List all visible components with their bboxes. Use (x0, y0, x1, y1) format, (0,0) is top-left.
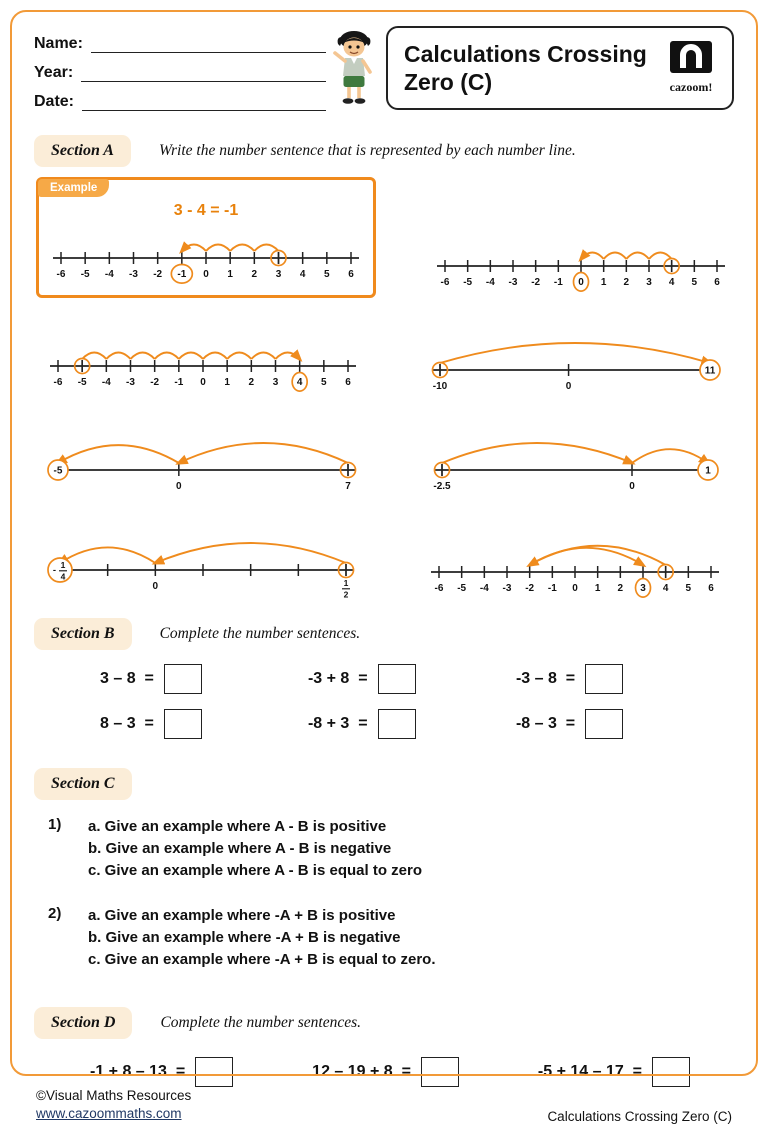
number-line-2 (430, 230, 732, 298)
svg-text:1: 1 (705, 465, 711, 477)
equation-item (516, 709, 724, 739)
question-1 (48, 816, 734, 883)
svg-text:1: 1 (594, 583, 601, 594)
section-a-instruction: Write the number sentence that is represented by each number line. (158, 142, 576, 159)
equation-text: -3 + 8 = (307, 670, 368, 687)
question-1-lines (88, 816, 422, 883)
svg-text:4: 4 (668, 277, 675, 288)
svg-text:-5: -5 (463, 277, 473, 288)
answer-box[interactable] (378, 709, 416, 739)
equation-item (538, 1057, 690, 1087)
svg-text:-4: -4 (104, 269, 114, 280)
question-2 (48, 905, 734, 972)
svg-text:-3: -3 (129, 269, 138, 280)
number-line-5 (42, 420, 364, 498)
svg-text:11: 11 (704, 365, 716, 377)
svg-text:-6: -6 (56, 269, 66, 280)
equation-text: 3 – 8 = (100, 670, 154, 687)
svg-text:0: 0 (565, 381, 572, 392)
svg-text:0: 0 (629, 481, 635, 492)
svg-text:-6: -6 (440, 277, 450, 288)
equation-item (90, 1057, 233, 1087)
section-c-header (34, 768, 734, 800)
section-b-pill: Section B (34, 618, 132, 650)
svg-text:-5: -5 (80, 269, 90, 280)
equation-text: -8 + 3 = (307, 715, 368, 732)
question-2a: a. Give an example where -A + B is positive (88, 906, 396, 924)
section-c-pill: Section C (34, 768, 132, 800)
section-d-header (34, 1007, 734, 1039)
year-write-line[interactable] (81, 63, 326, 82)
header (34, 26, 734, 121)
section-b-instruction: Complete the number sentences. (159, 625, 361, 642)
question-1a: a. Give an example where A - B is positive (88, 818, 387, 835)
svg-text:-2: -2 (153, 269, 163, 280)
section-b-equations (100, 664, 724, 754)
svg-text:-1: -1 (177, 269, 187, 280)
svg-text:5: 5 (691, 277, 698, 288)
section-a-header (34, 135, 734, 167)
svg-text:6: 6 (708, 583, 714, 594)
svg-text:5: 5 (324, 269, 330, 280)
title-box (386, 26, 734, 110)
svg-text:3: 3 (272, 377, 279, 388)
title-line-2: Zero (C) (404, 69, 493, 96)
svg-text:1: 1 (60, 560, 66, 570)
number-line-8 (424, 524, 726, 604)
svg-text:1: 1 (343, 578, 349, 588)
answer-box[interactable] (164, 709, 202, 739)
svg-text:6: 6 (345, 377, 351, 388)
date-field (34, 92, 326, 111)
section-d-equations (90, 1057, 690, 1087)
svg-text:3: 3 (646, 277, 652, 288)
mascot-wrap (326, 26, 382, 108)
name-label: Name: (34, 35, 83, 52)
svg-text:-3: -3 (126, 377, 135, 388)
svg-text:4: 4 (296, 377, 303, 388)
name-write-line[interactable] (91, 34, 326, 53)
footer-left (36, 1087, 191, 1123)
equation-text: -5 + 14 – 17 = (537, 1063, 642, 1081)
svg-text:-5: -5 (53, 465, 63, 477)
number-line-6 (424, 420, 726, 498)
number-line-row-2 (34, 320, 734, 398)
svg-text:5: 5 (321, 377, 327, 388)
logo-text: cazoom! (669, 80, 713, 95)
svg-text:1: 1 (224, 377, 230, 388)
svg-text:-1: -1 (174, 377, 184, 388)
question-2-lines (88, 905, 435, 972)
svg-text:-1: -1 (547, 583, 557, 594)
website-link[interactable]: www.cazoommaths.com (36, 1106, 182, 1122)
equation-text: 8 – 3 = (100, 715, 154, 732)
equation-item (308, 664, 516, 694)
section-c-questions (48, 816, 734, 993)
date-write-line[interactable] (82, 92, 326, 111)
svg-text:1: 1 (227, 269, 233, 280)
svg-text:2: 2 (623, 277, 630, 288)
svg-text:3: 3 (275, 269, 282, 280)
svg-text:0: 0 (152, 581, 159, 592)
equation-item (516, 664, 724, 694)
page-title (404, 40, 662, 96)
title-line-1: Calculations Crossing (404, 41, 647, 67)
svg-text:2: 2 (343, 589, 349, 600)
number-line-7 (42, 520, 364, 604)
svg-text:0: 0 (200, 377, 206, 388)
svg-text:2: 2 (251, 269, 258, 280)
number-line-row-4 (34, 520, 734, 604)
svg-text:-6: -6 (53, 377, 63, 388)
name-field (34, 34, 326, 53)
svg-text:-4: -4 (101, 377, 111, 388)
svg-text:4: 4 (60, 571, 66, 582)
student-fields (34, 26, 326, 121)
question-1c: c. Give an example where A - B is equal to zero (88, 862, 422, 880)
answer-box[interactable] (378, 664, 416, 694)
answer-box[interactable] (585, 709, 623, 739)
svg-text:4: 4 (662, 583, 669, 594)
copyright-text: ©Visual Maths Resources (36, 1088, 192, 1104)
section-d-instruction: Complete the number sentences. (160, 1014, 362, 1032)
svg-text:-5: -5 (457, 583, 467, 594)
equation-item (312, 1057, 459, 1087)
equation-text: 12 – 19 + 8 = (312, 1063, 411, 1081)
svg-text:-2: -2 (525, 583, 535, 594)
question-1-number: 1) (48, 816, 62, 833)
mascot-illustration (330, 28, 378, 108)
svg-text:0: 0 (203, 269, 209, 280)
example-tab: Example (38, 179, 109, 197)
svg-text:5: 5 (685, 583, 692, 594)
section-d-pill: Section D (34, 1007, 132, 1039)
number-line-row-1 (34, 177, 734, 298)
svg-text:-2: -2 (531, 277, 541, 288)
number-line-3 (42, 330, 364, 398)
question-2-number: 2) (48, 904, 62, 922)
year-field (34, 63, 326, 82)
svg-text:-5: -5 (77, 377, 87, 388)
svg-text:6: 6 (348, 269, 354, 280)
svg-text:-2: -2 (150, 377, 160, 388)
cazoom-logo-icon (670, 41, 712, 73)
date-label: Date: (34, 93, 75, 110)
answer-box[interactable] (585, 664, 623, 694)
example-box (36, 177, 376, 298)
svg-text:-6: -6 (434, 583, 444, 594)
svg-text:-1: -1 (553, 277, 563, 288)
svg-text:-10: -10 (432, 381, 448, 392)
svg-text:-: - (52, 565, 57, 576)
footer (34, 1087, 734, 1123)
number-line-example (45, 222, 367, 290)
example-equation: 3 - 4 = -1 (173, 202, 239, 219)
equation-item (308, 709, 516, 739)
svg-text:-3: -3 (508, 277, 518, 288)
equation-text: -3 – 8 = (515, 670, 576, 687)
section-b-header (34, 618, 734, 650)
svg-text:0: 0 (572, 583, 578, 594)
number-line-row-3 (34, 420, 734, 498)
question-2c: c. Give an example where -A + B is equal to zero. (88, 950, 436, 968)
section-a-pill: Section A (34, 135, 131, 167)
answer-box[interactable] (652, 1057, 690, 1087)
svg-text:3: 3 (640, 583, 646, 594)
answer-box[interactable] (164, 664, 202, 694)
brand-logo (662, 41, 720, 95)
equation-text: -1 + 8 – 13 = (90, 1063, 186, 1081)
equation-text: -8 – 3 = (515, 715, 576, 732)
question-1b: b. Give an example where A - B is negative (88, 840, 392, 858)
svg-text:0: 0 (578, 277, 584, 288)
year-label: Year: (34, 64, 74, 81)
equation-item (100, 709, 308, 739)
svg-text:7: 7 (345, 481, 351, 492)
svg-text:6: 6 (714, 277, 720, 288)
svg-text:2: 2 (248, 377, 255, 388)
svg-text:1: 1 (600, 277, 607, 288)
svg-text:-2.5: -2.5 (433, 481, 451, 492)
answer-box[interactable] (421, 1057, 459, 1087)
svg-text:-4: -4 (479, 583, 489, 594)
svg-text:4: 4 (299, 269, 306, 280)
svg-text:2: 2 (617, 583, 624, 594)
svg-text:-3: -3 (502, 583, 512, 594)
answer-box[interactable] (195, 1057, 233, 1087)
svg-text:0: 0 (176, 481, 182, 492)
number-line-4 (424, 320, 726, 398)
question-2b: b. Give an example where -A + B is negative (88, 928, 401, 946)
footer-worksheet-title: Calculations Crossing Zero (C) (547, 1108, 732, 1124)
equation-item (100, 664, 308, 694)
svg-text:-4: -4 (485, 277, 495, 288)
